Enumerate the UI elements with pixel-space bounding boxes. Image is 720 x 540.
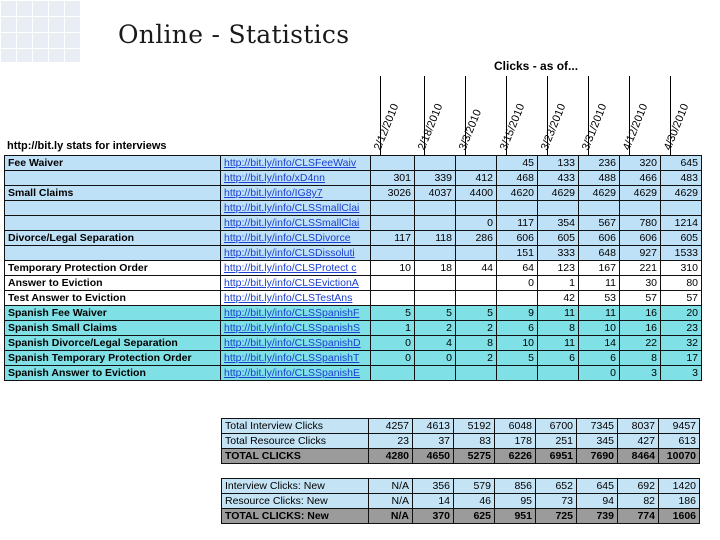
summary-value-cell: 8037 bbox=[618, 419, 659, 434]
click-count-cell: 4400 bbox=[456, 186, 497, 201]
summary-value-cell: 83 bbox=[454, 434, 495, 449]
table-row bbox=[5, 201, 702, 216]
click-count-cell bbox=[415, 276, 456, 291]
row-label: Spanish Fee Waiver bbox=[5, 306, 221, 321]
click-count-cell: 11 bbox=[579, 276, 620, 291]
row-label: Temporary Protection Order bbox=[5, 261, 221, 276]
totals-table bbox=[221, 418, 700, 464]
date-header bbox=[371, 76, 710, 156]
click-count-cell bbox=[579, 201, 620, 216]
summary-value-cell: 645 bbox=[577, 479, 618, 494]
click-count-cell: 17 bbox=[661, 351, 702, 366]
summary-value-cell: 95 bbox=[495, 494, 536, 509]
date-column-header bbox=[661, 76, 711, 156]
slide-title: Online - Statistics bbox=[118, 20, 350, 49]
click-count-cell: 6 bbox=[538, 351, 579, 366]
click-count-cell: 9 bbox=[497, 306, 538, 321]
click-count-cell: 16 bbox=[620, 306, 661, 321]
click-count-cell bbox=[371, 246, 415, 261]
bitly-link[interactable]: http://bit.ly/info/CLSSpanishE bbox=[221, 366, 371, 381]
click-count-cell: 339 bbox=[415, 171, 456, 186]
bitly-link[interactable]: http://bit.ly/info/CLSSpanishS bbox=[221, 321, 371, 336]
row-label bbox=[5, 201, 221, 216]
date-label: 3/15/2010 bbox=[497, 102, 528, 152]
click-count-cell bbox=[371, 216, 415, 231]
summary-value-cell: 6226 bbox=[495, 449, 536, 464]
summary-value-cell: 725 bbox=[536, 509, 577, 524]
table-row bbox=[5, 276, 702, 291]
summary-value-cell: 6700 bbox=[536, 419, 577, 434]
click-count-cell: 1 bbox=[538, 276, 579, 291]
click-count-cell: 605 bbox=[661, 231, 702, 246]
click-count-cell: 133 bbox=[538, 156, 579, 171]
click-count-cell: 30 bbox=[620, 276, 661, 291]
click-count-cell: 412 bbox=[456, 171, 497, 186]
summary-row bbox=[222, 479, 700, 494]
summary-value-cell: 186 bbox=[659, 494, 700, 509]
bitly-link[interactable]: http://bit.ly/info/CLSDissoluti bbox=[221, 246, 371, 261]
click-count-cell: 3026 bbox=[371, 186, 415, 201]
click-count-cell bbox=[456, 201, 497, 216]
click-count-cell: 3 bbox=[620, 366, 661, 381]
table-row bbox=[5, 336, 702, 351]
summary-value-cell: 856 bbox=[495, 479, 536, 494]
summary-value-cell: 625 bbox=[454, 509, 495, 524]
click-count-cell: 2 bbox=[415, 321, 456, 336]
click-count-cell bbox=[456, 156, 497, 171]
date-label: 4/30/2010 bbox=[661, 102, 692, 152]
summary-value-cell: 692 bbox=[618, 479, 659, 494]
click-count-cell: 4037 bbox=[415, 186, 456, 201]
summary-label: Interview Clicks: New bbox=[222, 479, 369, 494]
bitly-link[interactable]: http://bit.ly/info/CLSProtect c bbox=[221, 261, 371, 276]
table-row bbox=[5, 231, 702, 246]
click-count-cell: 468 bbox=[497, 171, 538, 186]
stats-table bbox=[4, 155, 702, 381]
click-count-cell: 433 bbox=[538, 171, 579, 186]
summary-value-cell: 9457 bbox=[659, 419, 700, 434]
summary-value-cell: 356 bbox=[413, 479, 454, 494]
click-count-cell: 8 bbox=[620, 351, 661, 366]
date-label: 3/23/2010 bbox=[538, 102, 569, 152]
click-count-cell bbox=[415, 156, 456, 171]
click-count-cell: 14 bbox=[579, 336, 620, 351]
row-label: Answer to Eviction bbox=[5, 276, 221, 291]
click-count-cell: 53 bbox=[579, 291, 620, 306]
clicks-header: Clicks - as of... bbox=[494, 59, 579, 73]
click-count-cell: 645 bbox=[661, 156, 702, 171]
table-row bbox=[5, 291, 702, 306]
bitly-link[interactable]: http://bit.ly/info/CLSSpanishF bbox=[221, 306, 371, 321]
click-count-cell: 22 bbox=[620, 336, 661, 351]
click-count-cell: 0 bbox=[371, 351, 415, 366]
click-count-cell bbox=[415, 201, 456, 216]
summary-value-cell: N/A bbox=[369, 479, 413, 494]
click-count-cell: 606 bbox=[497, 231, 538, 246]
click-count-cell: 11 bbox=[538, 306, 579, 321]
summary-value-cell: 1606 bbox=[659, 509, 700, 524]
summary-value-cell: 10070 bbox=[659, 449, 700, 464]
click-count-cell bbox=[415, 366, 456, 381]
summary-row bbox=[222, 509, 700, 524]
summary-label: Resource Clicks: New bbox=[222, 494, 369, 509]
date-label: 2/12/2010 bbox=[371, 102, 402, 152]
click-count-cell: 1214 bbox=[661, 216, 702, 231]
click-count-cell: 64 bbox=[497, 261, 538, 276]
click-count-cell: 310 bbox=[661, 261, 702, 276]
row-label: Small Claims bbox=[5, 186, 221, 201]
click-count-cell bbox=[538, 366, 579, 381]
summary-row bbox=[222, 419, 700, 434]
summary-value-cell: N/A bbox=[369, 494, 413, 509]
click-count-cell bbox=[456, 246, 497, 261]
click-count-cell: 16 bbox=[620, 321, 661, 336]
summary-label: TOTAL CLICKS bbox=[222, 449, 369, 464]
click-count-cell: 151 bbox=[497, 246, 538, 261]
click-count-cell: 167 bbox=[579, 261, 620, 276]
summary-value-cell: 951 bbox=[495, 509, 536, 524]
click-count-cell: 221 bbox=[620, 261, 661, 276]
click-count-cell: 32 bbox=[661, 336, 702, 351]
summary-value-cell: 46 bbox=[454, 494, 495, 509]
click-count-cell: 6 bbox=[497, 321, 538, 336]
click-count-cell bbox=[371, 276, 415, 291]
click-count-cell: 23 bbox=[661, 321, 702, 336]
click-count-cell: 236 bbox=[579, 156, 620, 171]
click-count-cell: 5 bbox=[456, 306, 497, 321]
summary-row bbox=[222, 494, 700, 509]
table-row bbox=[5, 261, 702, 276]
bitly-link[interactable]: http://bit.ly/info/CLSSpanishT bbox=[221, 351, 371, 366]
click-count-cell: 20 bbox=[661, 306, 702, 321]
summary-value-cell: 82 bbox=[618, 494, 659, 509]
click-count-cell: 567 bbox=[579, 216, 620, 231]
click-count-cell: 0 bbox=[456, 216, 497, 231]
click-count-cell: 117 bbox=[497, 216, 538, 231]
table-row bbox=[5, 306, 702, 321]
click-count-cell bbox=[661, 201, 702, 216]
click-count-cell: 4629 bbox=[579, 186, 620, 201]
row-label: Test Answer to Eviction bbox=[5, 291, 221, 306]
date-label: 3/31/2010 bbox=[579, 102, 610, 152]
summary-value-cell: 5192 bbox=[454, 419, 495, 434]
bitly-link[interactable]: http://bit.ly/info/CLSSmallClai bbox=[221, 216, 371, 231]
click-count-cell: 42 bbox=[538, 291, 579, 306]
click-count-cell: 1 bbox=[371, 321, 415, 336]
date-label: 3/3/2010 bbox=[456, 107, 485, 152]
summary-value-cell: 427 bbox=[618, 434, 659, 449]
click-count-cell bbox=[371, 156, 415, 171]
stats-heading: http://bit.ly stats for interviews bbox=[7, 140, 167, 152]
summary-value-cell: 6048 bbox=[495, 419, 536, 434]
summary-value-cell: 739 bbox=[577, 509, 618, 524]
click-count-cell: 4 bbox=[415, 336, 456, 351]
click-count-cell bbox=[620, 201, 661, 216]
summary-value-cell: N/A bbox=[369, 509, 413, 524]
click-count-cell: 57 bbox=[620, 291, 661, 306]
summary-value-cell: 251 bbox=[536, 434, 577, 449]
table-row bbox=[5, 351, 702, 366]
click-count-cell: 606 bbox=[579, 231, 620, 246]
click-count-cell bbox=[371, 201, 415, 216]
click-count-cell: 483 bbox=[661, 171, 702, 186]
click-count-cell bbox=[415, 291, 456, 306]
summary-label: TOTAL CLICKS: New bbox=[222, 509, 369, 524]
click-count-cell: 648 bbox=[579, 246, 620, 261]
summary-value-cell: 7690 bbox=[577, 449, 618, 464]
grid-decoration bbox=[0, 0, 80, 62]
click-count-cell: 45 bbox=[497, 156, 538, 171]
table-row bbox=[5, 156, 702, 171]
click-count-cell: 8 bbox=[538, 321, 579, 336]
summary-value-cell: 94 bbox=[577, 494, 618, 509]
summary-value-cell: 23 bbox=[369, 434, 413, 449]
click-count-cell: 0 bbox=[371, 336, 415, 351]
summary-value-cell: 774 bbox=[618, 509, 659, 524]
click-count-cell: 2 bbox=[456, 351, 497, 366]
summary-value-cell: 5275 bbox=[454, 449, 495, 464]
click-count-cell: 44 bbox=[456, 261, 497, 276]
row-label: Spanish Divorce/Legal Separation bbox=[5, 336, 221, 351]
click-count-cell: 10 bbox=[497, 336, 538, 351]
click-count-cell: 1533 bbox=[661, 246, 702, 261]
summary-value-cell: 178 bbox=[495, 434, 536, 449]
click-count-cell: 6 bbox=[579, 351, 620, 366]
click-count-cell: 286 bbox=[456, 231, 497, 246]
summary-row bbox=[222, 434, 700, 449]
click-count-cell bbox=[415, 216, 456, 231]
table-row bbox=[5, 186, 702, 201]
summary-value-cell: 6951 bbox=[536, 449, 577, 464]
click-count-cell: 10 bbox=[371, 261, 415, 276]
table-row bbox=[5, 216, 702, 231]
click-count-cell: 333 bbox=[538, 246, 579, 261]
click-count-cell bbox=[371, 291, 415, 306]
click-count-cell: 320 bbox=[620, 156, 661, 171]
click-count-cell: 4629 bbox=[538, 186, 579, 201]
row-label: Spanish Answer to Eviction bbox=[5, 366, 221, 381]
click-count-cell: 18 bbox=[415, 261, 456, 276]
summary-value-cell: 4257 bbox=[369, 419, 413, 434]
click-count-cell: 4629 bbox=[661, 186, 702, 201]
row-label: Divorce/Legal Separation bbox=[5, 231, 221, 246]
click-count-cell bbox=[497, 291, 538, 306]
row-label: Spanish Small Claims bbox=[5, 321, 221, 336]
summary-value-cell: 370 bbox=[413, 509, 454, 524]
row-label: Spanish Temporary Protection Order bbox=[5, 351, 221, 366]
row-label bbox=[5, 246, 221, 261]
click-count-cell: 780 bbox=[620, 216, 661, 231]
click-count-cell: 0 bbox=[579, 366, 620, 381]
click-count-cell: 11 bbox=[579, 306, 620, 321]
click-count-cell bbox=[538, 201, 579, 216]
click-count-cell bbox=[456, 366, 497, 381]
summary-value-cell: 73 bbox=[536, 494, 577, 509]
row-label bbox=[5, 171, 221, 186]
summary-value-cell: 345 bbox=[577, 434, 618, 449]
row-label: Fee Waiver bbox=[5, 156, 221, 171]
summary-row bbox=[222, 449, 700, 464]
click-count-cell: 488 bbox=[579, 171, 620, 186]
click-count-cell: 5 bbox=[371, 306, 415, 321]
bitly-link[interactable]: http://bit.ly/info/CLSFeeWaiv bbox=[221, 156, 371, 171]
row-label bbox=[5, 216, 221, 231]
click-count-cell: 5 bbox=[497, 351, 538, 366]
click-count-cell bbox=[371, 366, 415, 381]
click-count-cell bbox=[456, 291, 497, 306]
bitly-link[interactable]: http://bit.ly/info/CLSSmallClai bbox=[221, 201, 371, 216]
click-count-cell: 301 bbox=[371, 171, 415, 186]
bitly-link[interactable]: http://bit.ly/info/xD4nn bbox=[221, 171, 371, 186]
click-count-cell: 8 bbox=[456, 336, 497, 351]
click-count-cell: 2 bbox=[456, 321, 497, 336]
click-count-cell: 605 bbox=[538, 231, 579, 246]
table-row bbox=[5, 321, 702, 336]
click-count-cell bbox=[497, 201, 538, 216]
click-count-cell bbox=[497, 366, 538, 381]
click-count-cell: 354 bbox=[538, 216, 579, 231]
click-count-cell: 118 bbox=[415, 231, 456, 246]
summary-value-cell: 1420 bbox=[659, 479, 700, 494]
summary-value-cell: 4280 bbox=[369, 449, 413, 464]
click-count-cell: 3 bbox=[661, 366, 702, 381]
bitly-link[interactable]: http://bit.ly/info/CLSSpanishD bbox=[221, 336, 371, 351]
summary-value-cell: 4613 bbox=[413, 419, 454, 434]
click-count-cell: 4620 bbox=[497, 186, 538, 201]
summary-label: Total Resource Clicks bbox=[222, 434, 369, 449]
click-count-cell: 4629 bbox=[620, 186, 661, 201]
new-clicks-table bbox=[221, 478, 700, 524]
table-row bbox=[5, 171, 702, 186]
summary-value-cell: 14 bbox=[413, 494, 454, 509]
click-count-cell: 80 bbox=[661, 276, 702, 291]
click-count-cell bbox=[415, 246, 456, 261]
summary-label: Total Interview Clicks bbox=[222, 419, 369, 434]
date-label: 4/12/2010 bbox=[620, 102, 651, 152]
summary-value-cell: 8464 bbox=[618, 449, 659, 464]
click-count-cell bbox=[456, 276, 497, 291]
bitly-link[interactable]: http://bit.ly/info/CLSEvictionA bbox=[221, 276, 371, 291]
click-count-cell: 0 bbox=[497, 276, 538, 291]
click-count-cell: 57 bbox=[661, 291, 702, 306]
summary-value-cell: 7345 bbox=[577, 419, 618, 434]
click-count-cell: 117 bbox=[371, 231, 415, 246]
bitly-link[interactable]: http://bit.ly/info/CLSTestAns bbox=[221, 291, 371, 306]
click-count-cell: 5 bbox=[415, 306, 456, 321]
bitly-link[interactable]: http://bit.ly/info/IG8y7 bbox=[221, 186, 371, 201]
table-row bbox=[5, 246, 702, 261]
summary-value-cell: 579 bbox=[454, 479, 495, 494]
table-row bbox=[5, 366, 702, 381]
summary-value-cell: 652 bbox=[536, 479, 577, 494]
click-count-cell: 0 bbox=[415, 351, 456, 366]
click-count-cell: 606 bbox=[620, 231, 661, 246]
summary-value-cell: 37 bbox=[413, 434, 454, 449]
click-count-cell: 10 bbox=[579, 321, 620, 336]
click-count-cell: 11 bbox=[538, 336, 579, 351]
click-count-cell: 927 bbox=[620, 246, 661, 261]
summary-value-cell: 613 bbox=[659, 434, 700, 449]
click-count-cell: 123 bbox=[538, 261, 579, 276]
click-count-cell: 466 bbox=[620, 171, 661, 186]
bitly-link[interactable]: http://bit.ly/info/CLSDivorce bbox=[221, 231, 371, 246]
date-label: 2/18/2010 bbox=[415, 102, 446, 152]
summary-value-cell: 4650 bbox=[413, 449, 454, 464]
